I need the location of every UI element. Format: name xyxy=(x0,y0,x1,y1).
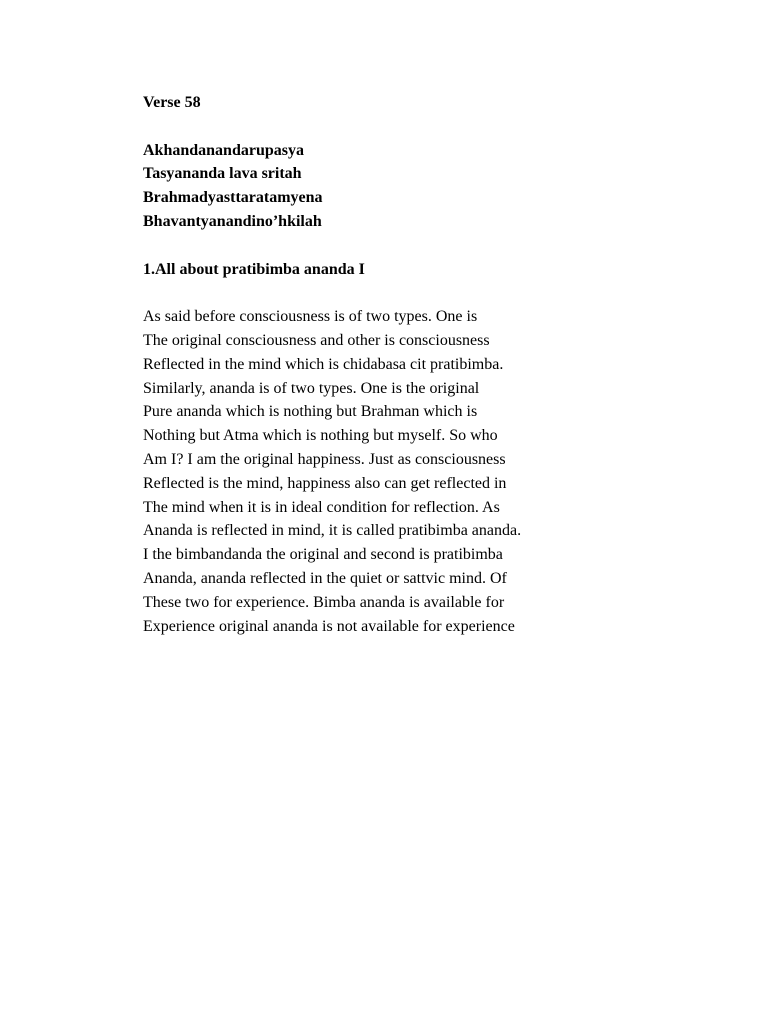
sanskrit-line: Bhavantyanandino’hkilah xyxy=(143,212,322,230)
sanskrit-line: Tasyananda lava sritah xyxy=(143,165,302,183)
body-line: Experience original ananda is not available for experience xyxy=(143,617,515,635)
body-line: Reflected is the mind, happiness also can get reflected in xyxy=(143,474,507,492)
sanskrit-line: Akhandanandarupasya xyxy=(143,141,304,159)
body-line: Am I? I am the original happiness. Just as consciousness xyxy=(143,450,506,468)
document-content xyxy=(143,91,703,638)
verse-heading: Verse 58 xyxy=(143,94,201,111)
body-line: The mind when it is in ideal condition for reflection. As xyxy=(143,498,500,516)
sanskrit-verse xyxy=(143,139,703,234)
body-line: Similarly, ananda is of two types. One is the original xyxy=(143,379,480,397)
sanskrit-line: Brahmadyasttaratamyena xyxy=(143,189,323,207)
body-paragraph xyxy=(143,305,703,638)
body-line: These two for experience. Bimba ananda is available for xyxy=(143,593,505,611)
body-line: The original consciousness and other is consciousness xyxy=(143,331,490,349)
body-line: As said before consciousness is of two types. One is xyxy=(143,308,478,326)
body-line: Ananda, ananda reflected in the quiet or sattvic mind. Of xyxy=(143,569,507,587)
spacer xyxy=(143,115,703,139)
body-line: Pure ananda which is nothing but Brahman which is xyxy=(143,403,478,421)
body-line: I the bimbandanda the original and second is pratibimba xyxy=(143,546,503,564)
spacer xyxy=(143,234,703,258)
body-line: Nothing but Atma which is nothing but myself. So who xyxy=(143,427,498,445)
section-heading: 1.All about pratibimba ananda I xyxy=(143,260,365,278)
body-line: Reflected in the mind which is chidabasa cit pratibimba. xyxy=(143,355,504,373)
spacer xyxy=(143,281,703,305)
body-line: Ananda is reflected in mind, it is called pratibimba ananda. xyxy=(143,522,522,540)
